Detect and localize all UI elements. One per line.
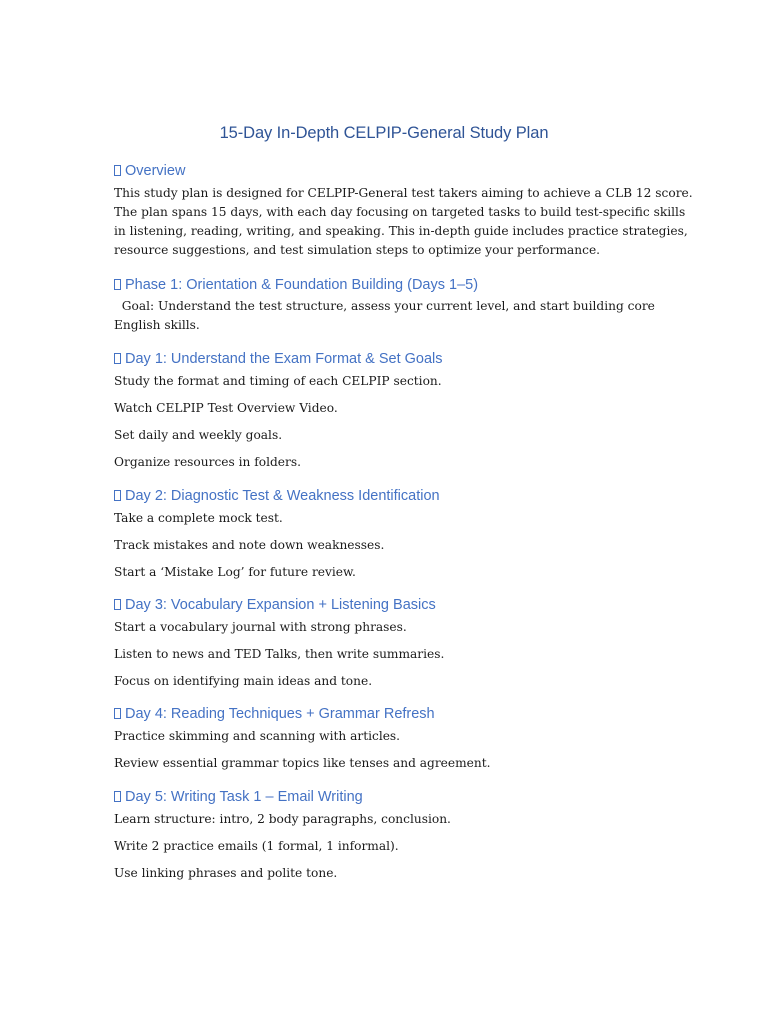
missing-glyph-icon [114,279,121,290]
day3-item: Focus on identifying main ideas and tone. [114,674,373,688]
day1-item: Organize resources in folders. [114,455,301,469]
day4-item: Practice skimming and scanning with articles. [114,729,401,743]
day5-item: Learn structure: intro, 2 body paragraphs, conclusion. [114,812,451,826]
missing-glyph-icon [114,353,121,364]
missing-glyph-icon [114,599,121,610]
day1-item: Watch CELPIP Test Overview Video. [114,401,338,415]
overview-line: in listening, reading, writing, and speaking. This in-depth guide includes practice strategies, [114,224,688,238]
phase1-heading: Phase 1: Orientation & Foundation Building (Days 1–5) [114,277,478,293]
missing-glyph-icon [114,165,121,176]
day5-item: Use linking phrases and polite tone. [114,866,338,880]
missing-glyph-icon [114,791,121,802]
day1-item: Study the format and timing of each CELPIP section. [114,374,442,388]
day4-heading: Day 4: Reading Techniques + Grammar Refresh [114,706,435,722]
day1-item: Set daily and weekly goals. [114,428,283,442]
day2-heading: Day 2: Diagnostic Test & Weakness Identification [114,488,440,504]
overview-heading: Overview [114,163,185,179]
day2-item: Start a ‘Mistake Log’ for future review. [114,565,356,579]
day5-item: Write 2 practice emails (1 formal, 1 informal). [114,839,399,853]
phase1-goal-line: English skills. [114,318,200,332]
overview-line: The plan spans 15 days, with each day focusing on targeted tasks to build test-specific skills [114,205,686,219]
day1-heading: Day 1: Understand the Exam Format & Set Goals [114,351,443,367]
phase1-goal-line: Goal: Understand the test structure, assess your current level, and start building core [114,299,655,313]
day3-item: Listen to news and TED Talks, then write summaries. [114,647,445,661]
missing-glyph-icon [114,708,121,719]
overview-line: This study plan is designed for CELPIP-General test takers aiming to achieve a CLB 12 score. [114,186,693,200]
day3-heading: Day 3: Vocabulary Expansion + Listening Basics [114,597,436,613]
day2-item: Take a complete mock test. [114,511,283,525]
day5-heading: Day 5: Writing Task 1 – Email Writing [114,789,363,805]
missing-glyph-icon [114,490,121,501]
day4-item: Review essential grammar topics like tenses and agreement. [114,756,491,770]
day2-item: Track mistakes and note down weaknesses. [114,538,385,552]
document-title: 15-Day In-Depth CELPIP-General Study Plan [219,124,549,142]
overview-line: resource suggestions, and test simulation steps to optimize your performance. [114,243,601,257]
day3-item: Start a vocabulary journal with strong phrases. [114,620,407,634]
